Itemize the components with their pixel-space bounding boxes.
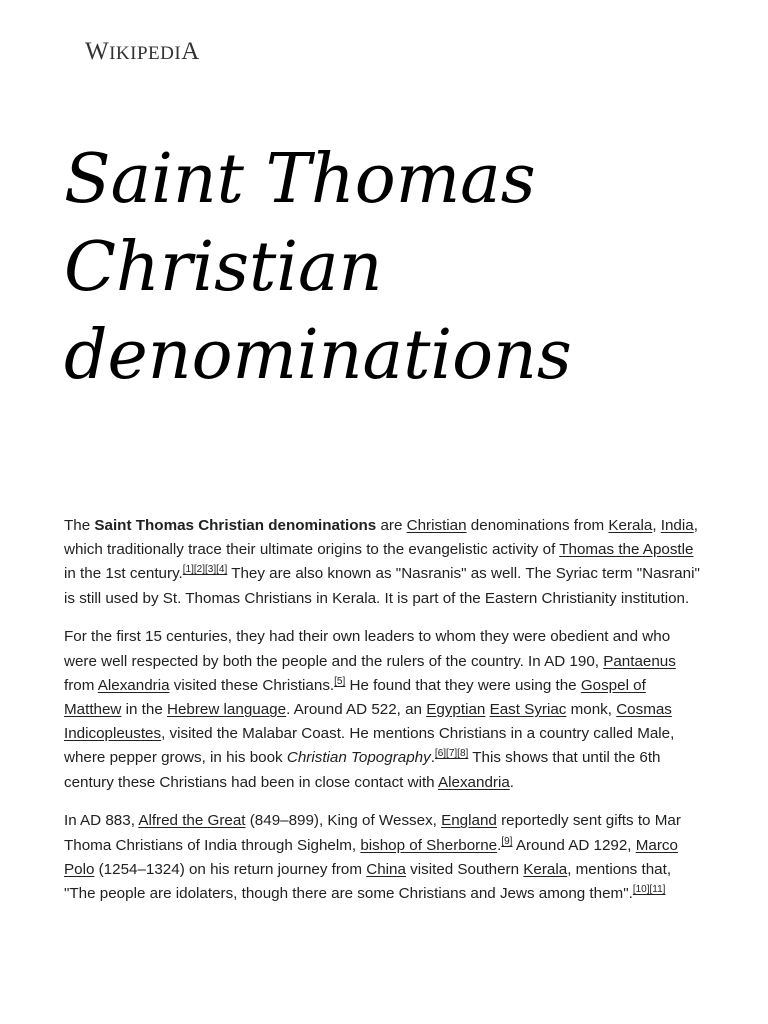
citation bbox=[334, 676, 345, 687]
link-kerala[interactable]: Kerala bbox=[608, 517, 653, 534]
text: (849–899), King of Wessex, bbox=[245, 812, 442, 830]
paragraph-2 bbox=[64, 625, 706, 794]
citation bbox=[633, 884, 666, 895]
book-title: Christian Topography bbox=[286, 749, 431, 767]
link-east-syriac[interactable]: East Syriac bbox=[489, 701, 567, 719]
text: (1254–1324) on his return journey from bbox=[94, 860, 367, 878]
link-marco-polo[interactable]: Marco Polo bbox=[64, 836, 678, 878]
wordmark-initial: W bbox=[85, 38, 110, 65]
text: Around AD 1292, bbox=[512, 836, 636, 854]
page-title bbox=[64, 136, 744, 400]
text: The bbox=[64, 517, 95, 534]
text: , mentions that, "The people are idolaters, though there are some Christians and Jews among them". bbox=[64, 860, 672, 903]
link-india[interactable]: India bbox=[660, 517, 694, 534]
text: monk, bbox=[566, 701, 617, 719]
text: visited these Christians. bbox=[169, 676, 335, 694]
title-line-3: denominations bbox=[64, 316, 572, 395]
title-line-1: Saint Thomas bbox=[64, 140, 536, 219]
paragraph-1 bbox=[64, 514, 706, 611]
text: , bbox=[652, 517, 661, 534]
link-hebrew-language[interactable]: Hebrew language bbox=[167, 701, 287, 719]
wordmark-final: A bbox=[181, 38, 200, 65]
citation-5[interactable]: [5] bbox=[334, 675, 346, 687]
citation-11[interactable]: [11] bbox=[649, 884, 666, 896]
text: in the 1st century. bbox=[64, 565, 183, 583]
wikipedia-wordmark[interactable] bbox=[85, 38, 200, 66]
text: from bbox=[64, 676, 98, 694]
link-china[interactable]: China bbox=[366, 860, 406, 878]
link-thomas-the-apostle[interactable]: Thomas the Apostle bbox=[559, 541, 694, 559]
text: , which traditionally trace their ultimate origins to the evangelistic activity of bbox=[64, 517, 698, 559]
text: visited Southern bbox=[405, 860, 524, 878]
bold-subject: Saint Thomas Christian denominations bbox=[94, 517, 377, 534]
citation-10[interactable]: [10] bbox=[632, 884, 650, 896]
link-christian[interactable]: Christian bbox=[406, 517, 467, 534]
text: For the first 15 centuries, they had their own leaders to whom they were obedient and who were well respected by both the people and the rulers of the country. In AD 190, bbox=[64, 628, 671, 670]
link-alexandria[interactable]: Alexandria bbox=[97, 676, 170, 694]
citation-3[interactable]: [3] bbox=[205, 564, 217, 576]
citation bbox=[501, 836, 512, 847]
text: In AD 883, bbox=[64, 812, 139, 830]
link-alfred-the-great[interactable]: Alfred the Great bbox=[138, 812, 246, 830]
citation-4[interactable]: [4] bbox=[216, 564, 228, 576]
text: reportedly sent gifts to Mar Thoma Christians of India through Sighelm, bbox=[64, 812, 681, 854]
link-england[interactable]: England bbox=[441, 812, 497, 830]
text: in the bbox=[121, 701, 167, 719]
citation bbox=[435, 748, 468, 759]
text: , visited the Malabar Coast. He mentions Christians in a country called Male, where pepper grows, in his book bbox=[64, 725, 675, 767]
text: They are also known as "Nasranis" as well. The Syriac term "Nasrani" is still used by St. Thomas Christians in Kerala. It is part of the Eastern Christianity institution. bbox=[64, 565, 700, 607]
text: denominations from bbox=[466, 517, 609, 534]
title-line-2: Christian bbox=[64, 228, 383, 307]
citation bbox=[183, 564, 228, 575]
link-bishop-of-sherborne[interactable]: bishop of Sherborne bbox=[360, 836, 498, 854]
link-alexandria[interactable]: Alexandria bbox=[438, 773, 510, 791]
paragraph-3 bbox=[64, 809, 706, 906]
link-cosmas-indicopleustes[interactable]: Cosmas Indicopleustes bbox=[64, 701, 672, 743]
text: . Around AD 522, an bbox=[286, 701, 427, 719]
text: . bbox=[509, 773, 514, 791]
citation-8[interactable]: [8] bbox=[457, 748, 469, 760]
link-kerala[interactable]: Kerala bbox=[523, 860, 568, 878]
citation-9[interactable]: [9] bbox=[501, 835, 513, 847]
text: He found that they were using the bbox=[345, 676, 581, 694]
link-egyptian[interactable]: Egyptian bbox=[426, 701, 486, 719]
link-pantaenus[interactable]: Pantaenus bbox=[603, 652, 676, 670]
citation-2[interactable]: [2] bbox=[193, 564, 205, 576]
wordmark-middle: IKIPEDI bbox=[109, 43, 182, 64]
text: . bbox=[430, 749, 435, 767]
link-gospel-of-matthew[interactable]: Gospel of Matthew bbox=[64, 676, 646, 719]
citation-6[interactable]: [6] bbox=[434, 748, 447, 760]
citation-7[interactable]: [7] bbox=[446, 748, 458, 760]
citation-1[interactable]: [1] bbox=[182, 564, 194, 576]
text: . bbox=[497, 836, 502, 854]
text: This shows that until the 6th century these Christians had been in close contact with bbox=[64, 749, 661, 791]
text: are bbox=[376, 517, 407, 534]
article-body bbox=[64, 514, 706, 921]
